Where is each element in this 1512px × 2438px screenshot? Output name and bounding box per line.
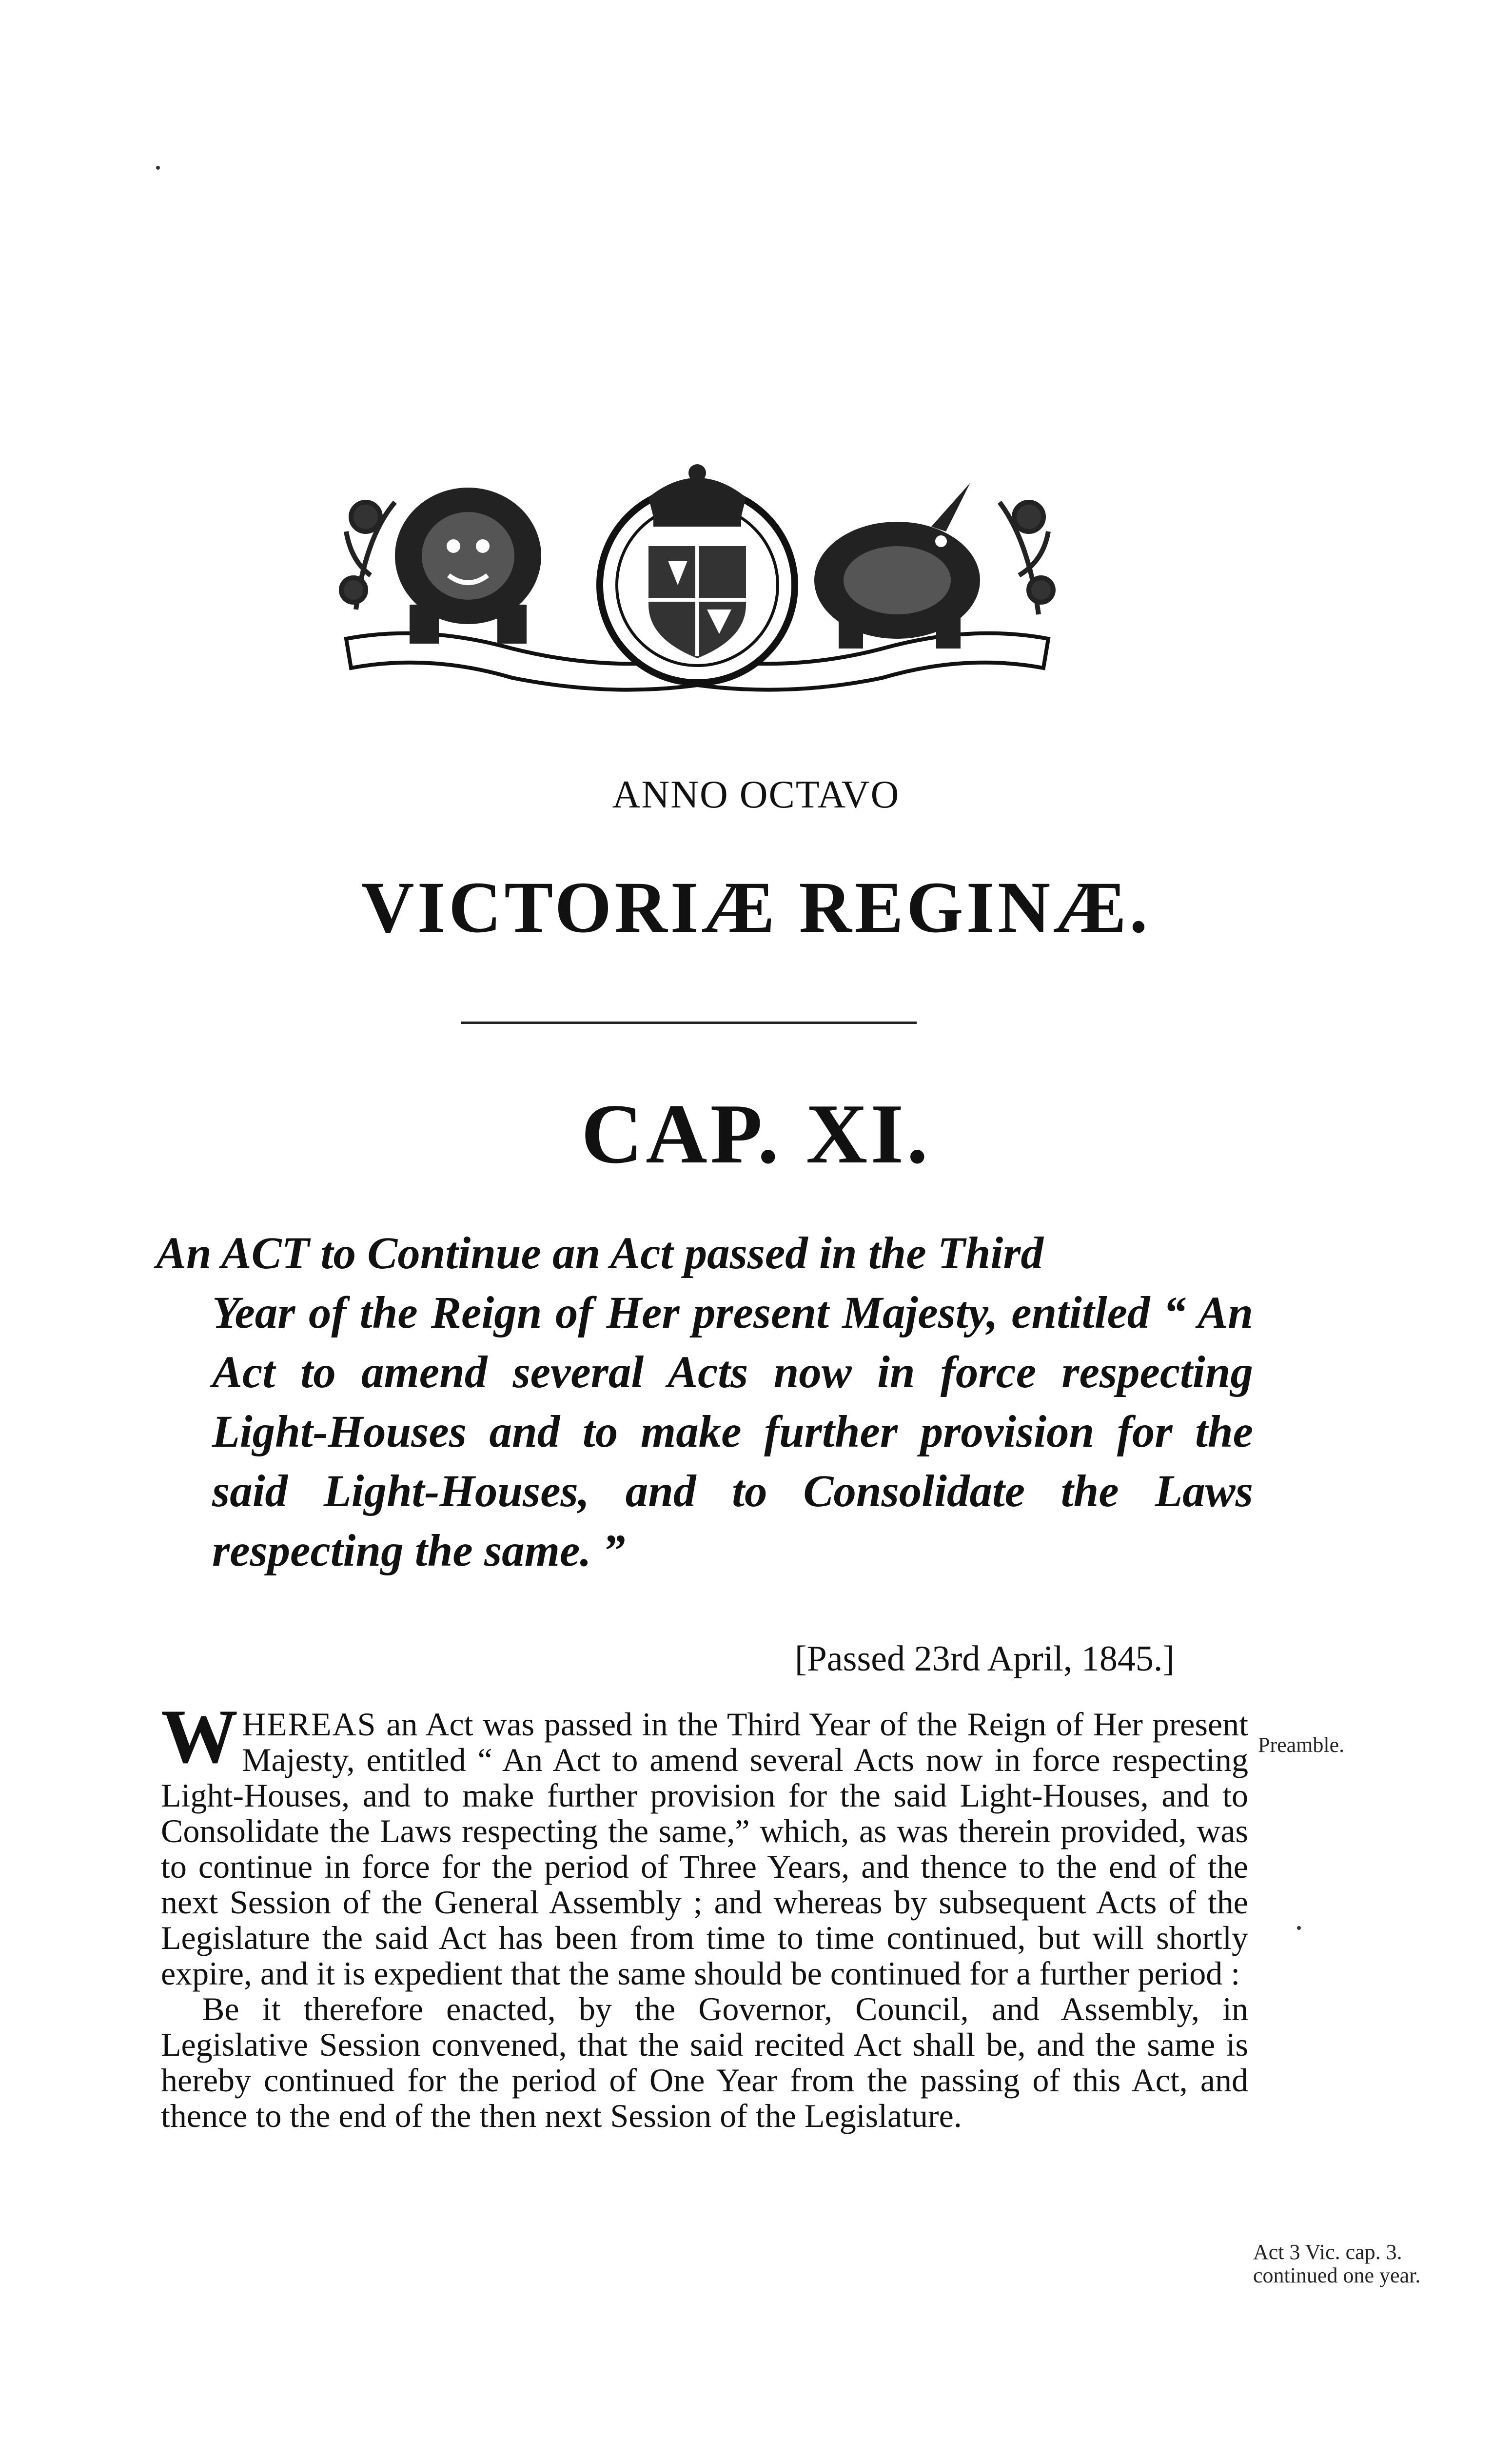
royal-coat-of-arms [336,463,1058,692]
passed-date: [Passed 23rd April, 1845.] [795,1639,1175,1679]
scan-speck [1297,1926,1301,1930]
preamble-text: an Act was passed in the Third Year of the Reign of Her present Majesty, entitled “ An Act to amend several Acts now in force respecting Light-Houses, and to make further provision for the said Light-Houses, and to Consolidate the Laws respecting the same,” which, as was therein provided, was to continue in force for the period of Three Years, and thence to the end of the next Session of the General Assembly ; and whereas by subsequent Acts of the Legislature the said Act has been from time to time continued, but will shortly expire, and it is expedient that the same should be continued for a further period : [161,1706,1248,1992]
anno-octavo: ANNO OCTAVO [612,773,900,816]
scan-speck [156,166,160,170]
margin-note-preamble: Preamble. [1258,1733,1345,1757]
act-title-first-line: An ACT to Continue an Act passed in the Third [156,1228,1043,1278]
act-title [156,1224,1253,1581]
enactment-clause: Be it therefore enacted, by the Governor, Council, and Assembly, in Legislative Session convened, that the said recited Act shall be, and the same is hereby continued for the period of One Year from the passing of this Act, and thence to the end of the then next Session of the Legislature. [161,1990,1248,2134]
preamble-first-word: HEREAS [242,1706,377,1743]
act-body [161,1694,1248,2134]
margin-note-act-continued: Act 3 Vic. cap. 3. continued one year. [1253,2240,1421,2287]
act-title-continuation: Year of the Reign of Her present Majesty, entitled “ An Act to amend several Acts now in force respecting Light-Houses and to make further provision for the said Light-Houses, and to Consolidate the Laws respecting the same. ” [212,1288,1253,1576]
regnal-title: VICTORIÆ REGINÆ. [361,867,1151,948]
divider-rule [461,1022,917,1024]
chapter-number: CAP. XI. [581,1086,931,1181]
drop-cap: W [161,1694,238,1779]
